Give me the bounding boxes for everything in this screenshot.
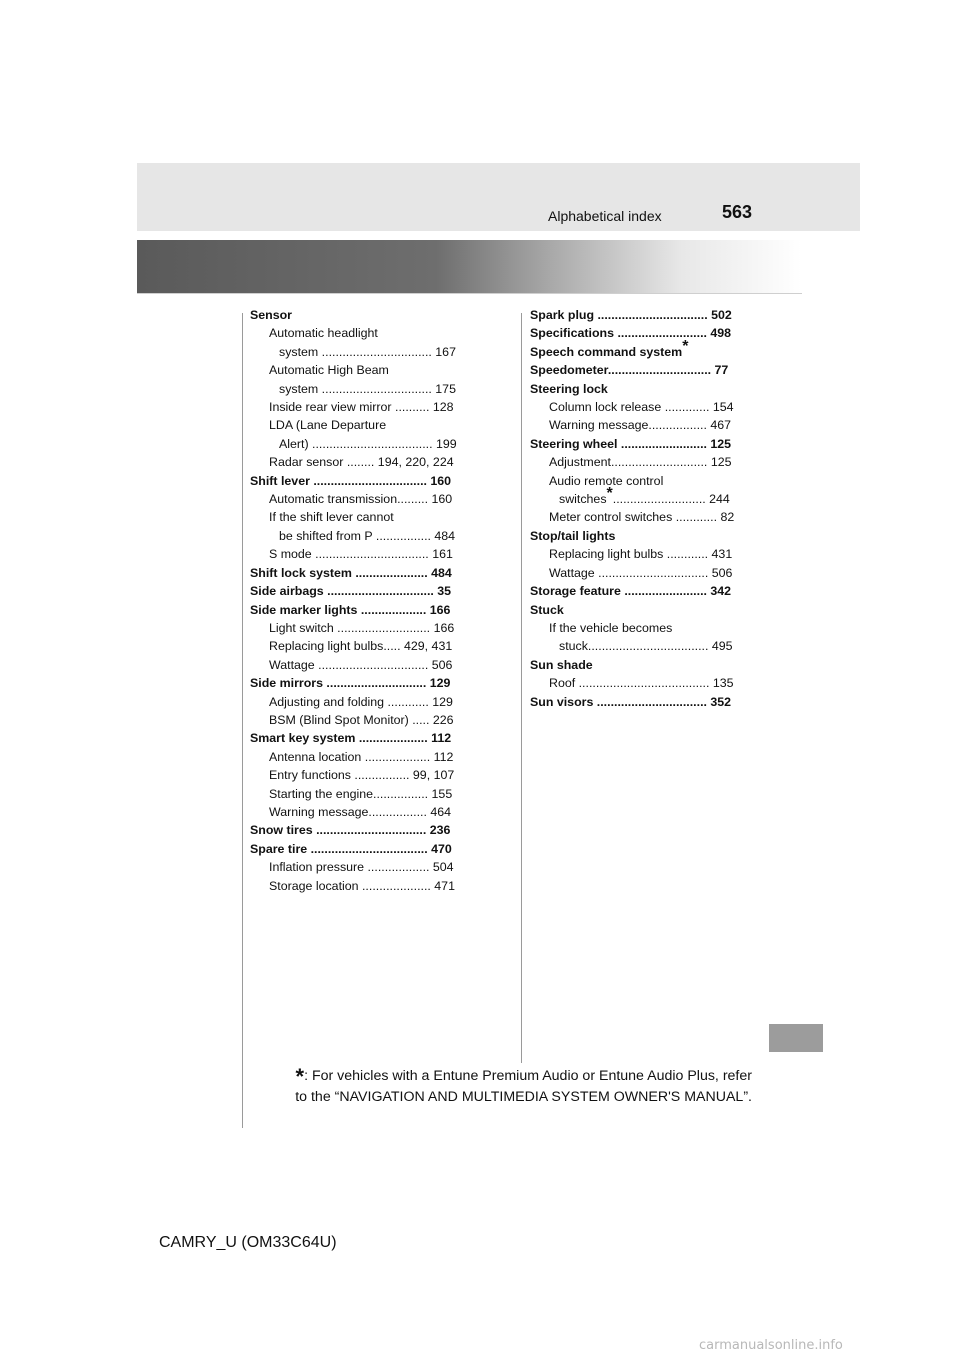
index-entry (530, 674, 750, 692)
index-entry (530, 306, 750, 324)
index-entry (530, 508, 750, 526)
index-entry (530, 637, 750, 655)
index-entry-text: S mode ................................. 161 (269, 547, 453, 562)
header-gradient-bar (137, 240, 802, 294)
index-entry (250, 637, 470, 655)
index-entry-text: be shifted from P ................ 484 (279, 528, 456, 543)
index-entry (250, 693, 470, 711)
index-entry-text: Radar sensor ........ 194, 220, 224 (269, 455, 454, 470)
index-entry (250, 656, 470, 674)
index-entry (250, 490, 470, 508)
footnote-star: * (295, 1064, 305, 1089)
index-entry-text: If the shift lever cannot (269, 510, 394, 525)
index-entry (250, 343, 470, 361)
index-entry-text: Light switch ........................... 166 (269, 620, 455, 635)
index-entry-text: Specifications .......................... 498 (530, 326, 732, 341)
index-entry-text: Sun visors ................................ 352 (530, 694, 732, 709)
index-entry-text: Steering lock (530, 381, 608, 396)
index-entry (250, 840, 470, 858)
index-entry (250, 785, 470, 803)
index-entry-text: Speech command system (530, 344, 683, 359)
index-entry (530, 601, 750, 619)
middle-column-rule (521, 313, 522, 1063)
index-entry (250, 324, 470, 342)
index-entry (530, 545, 750, 563)
left-column-rule (242, 313, 243, 1128)
index-entry-text: Automatic High Beam (269, 363, 389, 378)
index-entry (250, 821, 470, 839)
index-entry-text: Side airbags ............................... 35 (250, 584, 452, 599)
watermark: carmanualsonline.info (699, 1338, 843, 1353)
index-entry-text: stuck................................... 495 (559, 639, 733, 654)
index-entry (250, 472, 470, 490)
index-entry (250, 729, 470, 747)
index-entry-text: Inflation pressure .................. 504 (269, 860, 454, 875)
index-entry (530, 416, 750, 434)
index-entry (250, 306, 470, 324)
index-entry (530, 656, 750, 674)
index-entry-text: Smart key system .................... 112 (250, 731, 452, 746)
index-entry (250, 877, 470, 895)
section-tab-marker (769, 1024, 823, 1052)
index-entry (250, 766, 470, 784)
index-entry-text: Shift lever ................................. 160 (250, 473, 452, 488)
index-entry-text: Wattage ................................ 506 (549, 565, 733, 580)
index-entry-text: system ................................ 175 (279, 381, 456, 396)
page-number: 563 (722, 202, 753, 222)
footnote-marker: * (682, 337, 689, 355)
index-entry (250, 619, 470, 637)
index-entry-text: Warning message................. 464 (269, 804, 452, 819)
index-entry (250, 564, 470, 582)
index-column-right (530, 306, 750, 711)
index-entry (530, 380, 750, 398)
index-entry-text: Snow tires ................................ 236 (250, 823, 451, 838)
index-entry (530, 527, 750, 545)
index-entry (530, 564, 750, 582)
index-entry-text: Entry functions ................ 99, 107 (269, 768, 455, 783)
index-entry-text: BSM (Blind Spot Monitor) ..... 226 (269, 712, 454, 727)
index-entry-text: Adjusting and folding ............ 129 (269, 694, 453, 709)
index-entry-text: system ................................ 167 (279, 344, 456, 359)
index-entry-text: Side mirrors ............................. 129 (250, 676, 451, 691)
index-entry-text: Spare tire .................................. 470 (250, 841, 452, 856)
index-entry-text: Audio remote control (549, 473, 664, 488)
index-entry-text: Automatic headlight (269, 326, 378, 341)
index-entry-page: ........................... 244 (612, 492, 730, 507)
index-entry (250, 416, 470, 434)
index-entry-text: Shift lock system ..................... 484 (250, 565, 452, 580)
index-column-left (250, 306, 470, 895)
index-entry-text: Starting the engine................ 155 (269, 786, 453, 801)
index-entry-text: Stop/tail lights (530, 528, 616, 543)
index-entry-text: Sun shade (530, 657, 593, 672)
index-entry-text: Storage location .................... 471 (269, 878, 455, 893)
index-entry (250, 803, 470, 821)
index-entry (530, 693, 750, 711)
index-entry-text: Alert) ................................... 199 (279, 436, 457, 451)
index-entry-text: switches (559, 492, 607, 507)
index-entry (250, 582, 470, 600)
index-entry (250, 435, 470, 453)
index-entry-text: Roof ...................................... 135 (549, 676, 734, 691)
index-entry-text: If the vehicle becomes (549, 620, 673, 635)
index-entry (530, 361, 750, 379)
index-entry (530, 619, 750, 637)
section-title: Alphabetical index (548, 208, 662, 224)
index-entry (250, 380, 470, 398)
index-entry (530, 582, 750, 600)
index-entry-text: Wattage ................................ 506 (269, 657, 453, 672)
index-entry-text: Stuck (530, 602, 564, 617)
index-entry-text: Inside rear view mirror .......... 128 (269, 400, 454, 415)
index-entry-text: Storage feature ........................ 342 (530, 584, 732, 599)
index-entry (250, 674, 470, 692)
index-entry-text: Antenna location ................... 112 (269, 749, 454, 764)
document-code: CAMRY_U (OM33C64U) (159, 1234, 337, 1251)
index-entry-text: Speedometer.............................. 77 (530, 363, 729, 378)
index-entry (530, 472, 750, 490)
index-entry (530, 337, 750, 361)
index-entry-text: LDA (Lane Departure (269, 418, 387, 433)
index-entry (250, 748, 470, 766)
index-entry (250, 527, 470, 545)
index-entry (250, 711, 470, 729)
index-entry (250, 601, 470, 619)
index-entry-text: Warning message................. 467 (549, 418, 732, 433)
index-entry-text: Automatic transmission......... 160 (269, 492, 453, 507)
index-entry-text: Steering wheel ......................... 125 (530, 436, 732, 451)
index-entry (250, 453, 470, 471)
footnote-marker: * (606, 484, 613, 502)
index-entry (530, 453, 750, 471)
index-entry (530, 484, 750, 508)
footnote (282, 1066, 752, 1107)
index-entry (530, 435, 750, 453)
index-entry-text: Column lock release ............. 154 (549, 400, 734, 415)
index-entry (250, 858, 470, 876)
index-entry-text: Sensor (250, 308, 293, 322)
index-entry (530, 324, 750, 342)
index-entry (530, 398, 750, 416)
index-entry-text: Adjustment............................ 125 (549, 455, 732, 470)
footnote-text: : For vehicles with a Entune Premium Audio or Entune Audio Plus, refer to the “NAVIGATION AND MULTIMEDIA SYSTEM OWNER'S MANUAL”. (295, 1068, 752, 1105)
index-entry (250, 508, 470, 526)
index-entry-text: Side marker lights ................... 166 (250, 602, 451, 617)
index-entry (250, 545, 470, 563)
index-entry-text: Replacing light bulbs..... 429, 431 (269, 639, 453, 654)
index-entry-text: Meter control switches ............ 82 (549, 510, 735, 525)
index-entry (250, 398, 470, 416)
index-entry-text: Spark plug ................................ 502 (530, 308, 732, 322)
index-entry-text: Replacing light bulbs ............ 431 (549, 547, 733, 562)
index-entry (250, 361, 470, 379)
